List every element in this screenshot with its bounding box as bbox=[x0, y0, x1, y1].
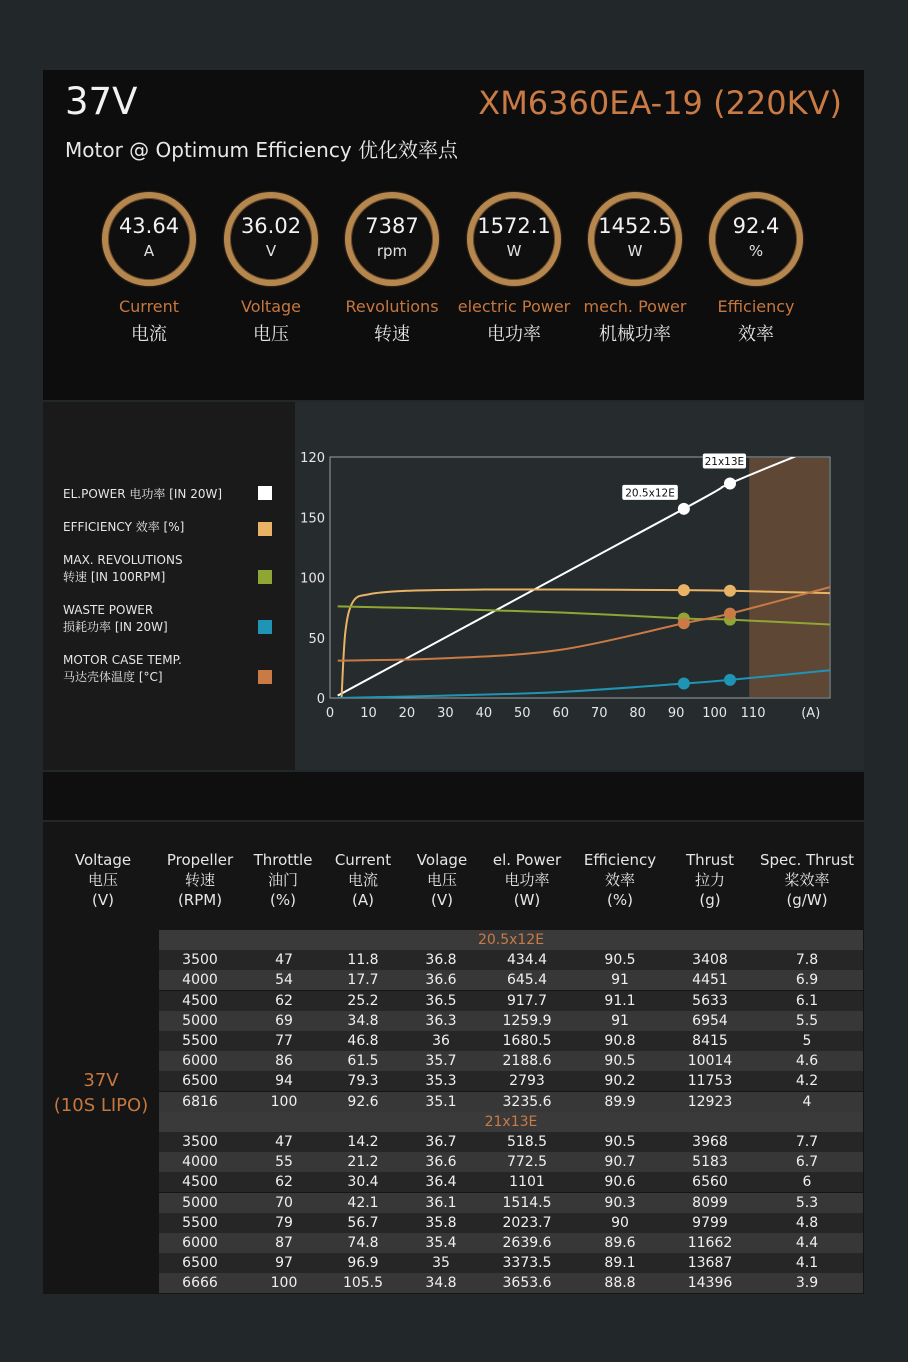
table-cell: 79 bbox=[275, 1214, 293, 1231]
table-cell: 5.5 bbox=[795, 1012, 819, 1029]
table-row bbox=[159, 991, 863, 1011]
gauge-voltage bbox=[223, 192, 319, 346]
table-cell: 1514.5 bbox=[502, 1194, 552, 1211]
table-cell: 3968 bbox=[692, 1134, 728, 1150]
series-point bbox=[678, 678, 690, 690]
table-cell: 46.8 bbox=[347, 1033, 379, 1049]
table-cell: 89.1 bbox=[604, 1255, 636, 1272]
column-header-cn: 拉力 bbox=[694, 871, 725, 889]
table-cell: 645.4 bbox=[506, 972, 548, 989]
gauge-label-en: mech. Power bbox=[583, 297, 687, 316]
page-subtitle: Motor @ Optimum Efficiency 优化效率点 bbox=[65, 138, 459, 162]
x-tick-label: 20 bbox=[398, 706, 416, 721]
table-cell: 11662 bbox=[687, 1235, 733, 1251]
table-cell: 6.9 bbox=[795, 972, 819, 989]
table-cell: 3.9 bbox=[795, 1275, 819, 1292]
gauge-value: 92.4 bbox=[732, 214, 780, 238]
legend-swatch-waste-power bbox=[258, 620, 272, 634]
legend-item-efficiency bbox=[63, 519, 278, 536]
table-cell: 86 bbox=[275, 1053, 293, 1070]
table-cell: 4000 bbox=[182, 972, 218, 989]
table-cell: 6954 bbox=[692, 1012, 728, 1029]
table-cell: 1680.5 bbox=[502, 1033, 552, 1049]
separator-band bbox=[43, 772, 864, 820]
table-cell: 35.3 bbox=[425, 1073, 457, 1090]
gauge-unit: W bbox=[506, 242, 522, 260]
table-row bbox=[159, 1253, 863, 1273]
table-cell: 6500 bbox=[182, 1073, 218, 1090]
legend-item-revolutions bbox=[63, 552, 278, 586]
marker-label: 20.5x12E bbox=[625, 487, 675, 500]
gauge-ring bbox=[588, 192, 682, 286]
table-row bbox=[159, 1273, 863, 1293]
gauge-ring bbox=[709, 192, 803, 286]
gauge-unit: % bbox=[748, 242, 764, 260]
table-cell: 6.7 bbox=[795, 1154, 819, 1171]
table-cell: 2188.6 bbox=[502, 1053, 552, 1070]
table-cell: 13687 bbox=[687, 1255, 733, 1272]
table-cell: 25.2 bbox=[347, 992, 379, 1009]
table-cell: 6816 bbox=[182, 1093, 218, 1110]
gauge-current bbox=[101, 192, 197, 346]
table-cell: 89.6 bbox=[604, 1235, 636, 1251]
table-row bbox=[159, 1051, 863, 1071]
performance-chart bbox=[295, 402, 864, 770]
legend-label: WASTE POWER bbox=[63, 603, 154, 617]
column-header-en: Throttle bbox=[253, 851, 313, 869]
table-cell: 30.4 bbox=[347, 1174, 379, 1191]
table-cell: 55 bbox=[275, 1154, 293, 1171]
column-header-en: Spec. Thrust bbox=[759, 851, 855, 869]
table-cell: 105.5 bbox=[342, 1275, 384, 1292]
gauge-efficiency bbox=[708, 192, 804, 346]
table-cell: 92.6 bbox=[347, 1093, 379, 1110]
gauge-label-en: Current bbox=[118, 297, 180, 316]
x-tick-label: 0 bbox=[325, 706, 335, 721]
x-tick-label: 60 bbox=[552, 706, 570, 721]
column-header-cn: 油门 bbox=[267, 871, 298, 889]
table-cell: 89.9 bbox=[604, 1093, 636, 1110]
table-cell: 7.8 bbox=[795, 952, 819, 969]
table-row bbox=[159, 970, 863, 990]
gauge-ring bbox=[102, 192, 196, 286]
voltage-side-label bbox=[43, 1068, 159, 1118]
table-row bbox=[159, 1031, 863, 1051]
series-point bbox=[724, 674, 736, 686]
column-header-unit: (W) bbox=[513, 891, 541, 909]
table-cell: 36.6 bbox=[425, 1154, 457, 1171]
legend-label-cn: 损耗功率 [IN 20W] bbox=[63, 620, 168, 634]
table-cell: 36 bbox=[432, 1033, 450, 1049]
table-cell: 4 bbox=[802, 1093, 812, 1110]
gauge-label-en: Revolutions bbox=[345, 297, 439, 316]
table-cell: 36.5 bbox=[425, 992, 457, 1009]
table-cell: 3408 bbox=[692, 952, 728, 969]
table-cell: 5500 bbox=[182, 1033, 218, 1049]
column-header-unit: (A) bbox=[352, 891, 374, 909]
column-header bbox=[747, 850, 867, 910]
y-tick-label: 0 bbox=[316, 692, 325, 707]
table-cell: 8415 bbox=[692, 1033, 728, 1049]
table-cell: 5633 bbox=[692, 992, 728, 1009]
series-point bbox=[678, 584, 690, 596]
table-cell: 35.7 bbox=[425, 1053, 457, 1070]
table-cell: 3235.6 bbox=[502, 1093, 552, 1110]
gauge-value: 36.02 bbox=[240, 214, 302, 238]
table-cell: 6 bbox=[802, 1174, 812, 1191]
table-cell: 6560 bbox=[692, 1174, 728, 1191]
table-cell: 90.5 bbox=[604, 1053, 636, 1070]
table-cell: 2023.7 bbox=[502, 1214, 552, 1231]
table-cell: 90.3 bbox=[604, 1194, 636, 1211]
gauge-unit: A bbox=[143, 242, 155, 260]
table-cell: 47 bbox=[275, 1134, 293, 1150]
table-cell: 5183 bbox=[692, 1154, 728, 1171]
gauge-ring bbox=[345, 192, 439, 286]
table-cell: 772.5 bbox=[506, 1154, 548, 1171]
table-cell: 74.8 bbox=[347, 1235, 379, 1251]
table-cell: 94 bbox=[275, 1073, 293, 1090]
table-cell: 6.1 bbox=[795, 992, 819, 1009]
table-cell: 90.5 bbox=[604, 952, 636, 969]
table-cell: 4.1 bbox=[795, 1255, 819, 1272]
gauge-label-cn: 转速 bbox=[374, 324, 410, 345]
table-cell: 90.6 bbox=[604, 1174, 636, 1191]
legend-label-cn: 马达壳体温度 [°C] bbox=[63, 670, 163, 684]
table-cell: 90.5 bbox=[604, 1134, 636, 1150]
table-cell: 5.3 bbox=[795, 1194, 819, 1211]
table-row bbox=[159, 1152, 863, 1172]
summary-panel bbox=[43, 70, 864, 400]
y-tick-label: 50 bbox=[308, 631, 325, 647]
table-cell: 4500 bbox=[182, 1174, 218, 1191]
table-cell: 2639.6 bbox=[502, 1235, 552, 1251]
gauge-value: 43.64 bbox=[118, 214, 180, 238]
column-header-cn: 电压 bbox=[87, 871, 118, 889]
column-header-en: Volage bbox=[416, 851, 468, 869]
column-header-unit: (%) bbox=[270, 891, 296, 909]
propeller-group-header: 21x13E bbox=[159, 1112, 863, 1132]
legend-label: EL.POWER 电功率 [IN 20W] bbox=[63, 487, 223, 501]
side-label-voltage: 37V bbox=[83, 1070, 119, 1091]
legend-swatch-case-temp bbox=[258, 670, 272, 684]
x-tick-label: 110 bbox=[740, 706, 766, 721]
table-cell: 36.4 bbox=[425, 1174, 457, 1191]
table-cell: 8099 bbox=[692, 1194, 728, 1211]
table-cell: 17.7 bbox=[347, 972, 379, 989]
table-cell: 4451 bbox=[692, 972, 728, 989]
table-cell: 36.1 bbox=[425, 1194, 457, 1211]
table-cell: 90.8 bbox=[604, 1033, 636, 1049]
table-cell: 77 bbox=[275, 1033, 293, 1049]
table-cell: 54 bbox=[275, 972, 293, 989]
table-row bbox=[159, 1132, 863, 1152]
table-cell: 34.8 bbox=[425, 1275, 457, 1292]
table-cell: 3500 bbox=[182, 952, 218, 969]
motor-model-title: XM6360EA-19 (220KV) bbox=[478, 84, 842, 122]
gauge-label-cn: 机械功率 bbox=[599, 324, 671, 345]
table-cell: 35.1 bbox=[425, 1093, 457, 1110]
gauge-label-cn: 电功率 bbox=[487, 324, 541, 345]
column-header-en: Current bbox=[334, 851, 392, 869]
column-header-en: Efficiency bbox=[583, 851, 657, 869]
table-cell: 4000 bbox=[182, 1154, 218, 1171]
y-tick-label: 150 bbox=[300, 511, 325, 527]
table-cell: 434.4 bbox=[506, 952, 548, 969]
column-header-cn: 桨效率 bbox=[784, 871, 830, 889]
table-cell: 11753 bbox=[687, 1073, 733, 1090]
table-cell: 90 bbox=[611, 1214, 629, 1231]
legend-item-case-temp bbox=[63, 652, 278, 686]
table-cell: 4.2 bbox=[795, 1073, 819, 1090]
column-header-cn: 电功率 bbox=[504, 871, 550, 889]
legend-label-cn: 转速 [IN 100RPM] bbox=[63, 570, 166, 584]
table-cell: 56.7 bbox=[347, 1214, 379, 1231]
legend-label: EFFICIENCY 效率 [%] bbox=[63, 520, 185, 534]
table-cell: 10014 bbox=[687, 1053, 733, 1070]
table-cell: 69 bbox=[275, 1012, 293, 1029]
gauge-ring bbox=[467, 192, 561, 286]
propeller-group-header: 20.5x12E bbox=[159, 930, 863, 950]
legend-label: MOTOR CASE TEMP. bbox=[63, 653, 182, 667]
table-cell: 4.4 bbox=[795, 1235, 819, 1251]
series-point bbox=[724, 608, 736, 620]
shaded-region bbox=[749, 458, 829, 697]
table-cell: 9799 bbox=[692, 1214, 728, 1231]
column-header-unit: (V) bbox=[92, 891, 114, 909]
table-cell: 4.6 bbox=[795, 1053, 819, 1070]
series-point bbox=[724, 478, 736, 490]
legend-item-waste-power bbox=[63, 602, 278, 636]
table-cell: 62 bbox=[275, 1174, 293, 1191]
table-cell: 5 bbox=[802, 1033, 812, 1049]
chart-panel bbox=[43, 402, 864, 770]
x-tick-label: 10 bbox=[360, 706, 377, 721]
column-header-cn: 电流 bbox=[347, 871, 378, 889]
legend-swatch-el-power bbox=[258, 486, 272, 500]
legend-label: MAX. REVOLUTIONS bbox=[63, 553, 183, 567]
table-cell: 6500 bbox=[182, 1255, 218, 1272]
table-cell: 97 bbox=[275, 1255, 293, 1272]
data-table bbox=[43, 822, 864, 1294]
gauge-mech-power bbox=[583, 192, 687, 346]
table-cell: 12923 bbox=[687, 1093, 733, 1110]
table-row bbox=[159, 1233, 863, 1253]
table-cell: 2793 bbox=[509, 1073, 545, 1090]
x-tick-label: 70 bbox=[590, 706, 608, 721]
series-point bbox=[724, 585, 736, 597]
x-tick-label: 40 bbox=[475, 706, 493, 721]
table-cell: 3500 bbox=[182, 1134, 218, 1150]
table-row bbox=[159, 1193, 863, 1213]
table-row bbox=[159, 1092, 863, 1112]
x-tick-label: 30 bbox=[437, 706, 454, 721]
x-tick-label: 50 bbox=[514, 706, 531, 721]
gauge-label-en: Efficiency bbox=[717, 297, 795, 316]
table-cell: 36.7 bbox=[425, 1134, 457, 1150]
table-cell: 91.1 bbox=[604, 992, 636, 1009]
table-cell: 79.3 bbox=[347, 1073, 379, 1090]
table-cell: 91 bbox=[611, 1012, 629, 1029]
table-cell: 1101 bbox=[509, 1174, 545, 1191]
y-tick-label: 120 bbox=[300, 451, 325, 466]
y-tick-label: 100 bbox=[300, 571, 325, 587]
gauge-label-cn: 电流 bbox=[131, 324, 167, 345]
gauge-label-en: electric Power bbox=[457, 297, 571, 316]
column-header-unit: (%) bbox=[607, 891, 633, 909]
table-cell: 91 bbox=[611, 972, 629, 989]
table-cell: 35 bbox=[432, 1255, 450, 1272]
table-cell: 4.8 bbox=[795, 1214, 819, 1231]
x-tick-label: 100 bbox=[702, 706, 728, 721]
table-cell: 70 bbox=[275, 1194, 293, 1211]
gauge-value: 1572.1 bbox=[477, 214, 551, 238]
gauge-value: 7387 bbox=[365, 214, 419, 238]
table-row bbox=[159, 950, 863, 970]
legend-item-el-power bbox=[63, 486, 278, 503]
gauge-value: 1452.5 bbox=[598, 214, 672, 238]
table-cell: 35.8 bbox=[425, 1214, 457, 1231]
marker-label: 21x13E bbox=[704, 456, 745, 469]
table-cell: 62 bbox=[275, 992, 293, 1009]
table-cell: 36.8 bbox=[425, 952, 457, 969]
gauge-unit: W bbox=[627, 242, 643, 260]
table-cell: 6666 bbox=[182, 1275, 218, 1292]
x-tick-label: 90 bbox=[667, 706, 685, 721]
x-tick-label: 80 bbox=[629, 706, 646, 721]
voltage-title: 37V bbox=[65, 80, 138, 123]
table-cell: 14396 bbox=[687, 1275, 733, 1292]
column-header-en: Thrust bbox=[685, 851, 735, 869]
table-cell: 35.4 bbox=[425, 1235, 457, 1251]
legend-swatch-efficiency bbox=[258, 522, 272, 536]
table-cell: 47 bbox=[275, 952, 293, 969]
column-header-unit: (V) bbox=[431, 891, 453, 909]
table-cell: 6000 bbox=[182, 1053, 218, 1070]
gauge-unit: V bbox=[265, 242, 277, 260]
table-cell: 90.7 bbox=[604, 1154, 636, 1171]
column-header-en: el. Power bbox=[492, 851, 562, 869]
series-point bbox=[678, 617, 690, 629]
column-header-en: Voltage bbox=[74, 851, 132, 869]
table-cell: 96.9 bbox=[347, 1255, 379, 1272]
column-header-unit: (g/W) bbox=[786, 891, 828, 909]
table-cell: 87 bbox=[275, 1235, 293, 1251]
x-axis-label: (A) bbox=[801, 706, 821, 721]
gauge-revolutions bbox=[344, 192, 440, 346]
column-header-unit: (g) bbox=[699, 891, 721, 909]
gauge-unit: rpm bbox=[376, 242, 408, 260]
table-cell: 3653.6 bbox=[502, 1275, 552, 1292]
gauge-label-en: Voltage bbox=[240, 297, 301, 316]
table-cell: 5000 bbox=[182, 1012, 218, 1029]
column-header-cn: 电压 bbox=[426, 871, 457, 889]
table-cell: 518.5 bbox=[506, 1134, 548, 1150]
table-cell: 61.5 bbox=[347, 1053, 379, 1070]
table-cell: 5500 bbox=[182, 1214, 218, 1231]
table-cell: 5000 bbox=[182, 1194, 218, 1211]
table-cell: 100 bbox=[270, 1275, 298, 1292]
table-cell: 100 bbox=[270, 1093, 298, 1110]
column-header-cn: 转速 bbox=[184, 871, 215, 889]
table-row bbox=[159, 1213, 863, 1233]
table-row bbox=[159, 1071, 863, 1091]
table-cell: 88.8 bbox=[604, 1275, 636, 1292]
table-cell: 36.6 bbox=[425, 972, 457, 989]
legend-swatch-revolutions bbox=[258, 570, 272, 584]
column-header-cn: 效率 bbox=[604, 871, 635, 889]
series-point bbox=[678, 503, 690, 515]
table-cell: 36.3 bbox=[425, 1012, 457, 1029]
table-row bbox=[159, 1172, 863, 1192]
column-header-unit: (RPM) bbox=[177, 891, 223, 909]
table-cell: 34.8 bbox=[347, 1012, 379, 1029]
table-cell: 4500 bbox=[182, 992, 218, 1009]
gauge-electric-power bbox=[457, 192, 571, 346]
column-header-en: Propeller bbox=[166, 851, 234, 869]
table-row bbox=[159, 1011, 863, 1031]
side-label-cells: (10S LIPO) bbox=[53, 1095, 149, 1116]
table-cell: 1259.9 bbox=[502, 1012, 552, 1029]
gauge-label-cn: 电压 bbox=[253, 324, 289, 345]
gauge-label-cn: 效率 bbox=[738, 324, 774, 345]
table-cell: 3373.5 bbox=[502, 1255, 552, 1272]
table-cell: 917.7 bbox=[506, 992, 548, 1009]
gauge-ring bbox=[224, 192, 318, 286]
table-cell: 6000 bbox=[182, 1235, 218, 1251]
table-cell: 11.8 bbox=[347, 952, 379, 969]
table-cell: 42.1 bbox=[347, 1194, 379, 1211]
table-cell: 90.2 bbox=[604, 1073, 636, 1090]
table-cell: 21.2 bbox=[347, 1154, 379, 1171]
table-cell: 7.7 bbox=[795, 1134, 819, 1150]
table-cell: 14.2 bbox=[347, 1134, 379, 1150]
